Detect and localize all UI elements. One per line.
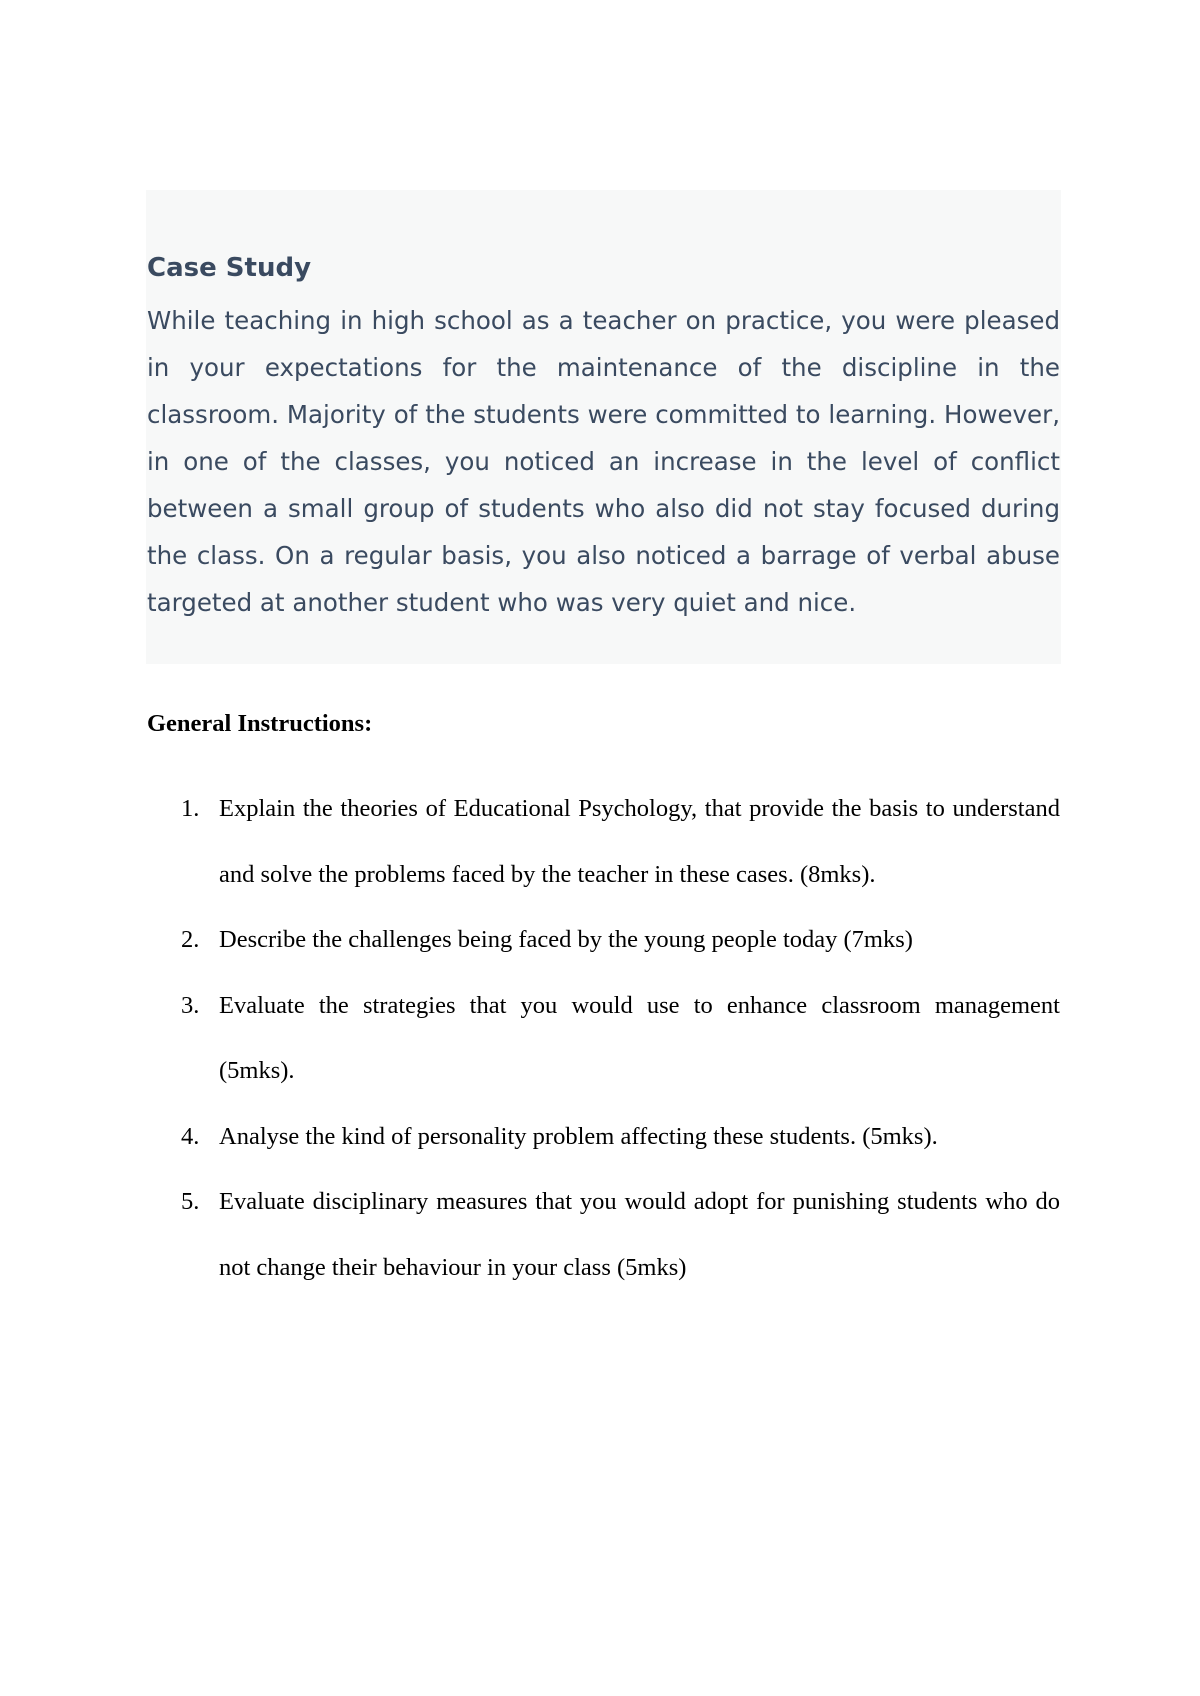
question-number: 5.: [181, 1188, 200, 1215]
question-text: Evaluate disciplinary measures that you would adopt for punishing students who do not change their behaviour in your class (5mks): [219, 1188, 1060, 1281]
question-text: Evaluate the strategies that you would use to enhance classroom management (5mks).: [219, 991, 1060, 1084]
question-item: [147, 907, 1060, 973]
question-text: Explain the theories of Educational Psychology, that provide the basis to understand and solve the problems faced by the teacher in these cases. (8mks).: [219, 795, 1060, 888]
question-item: [147, 776, 1060, 907]
question-item: [147, 1169, 1060, 1300]
case-study-text: While teaching in high school as a teacher on practice, you were pleased in your expectations for the maintenance of the discipline in the classroom. Majority of the students were committed to learning. However, in one of the classes, you noticed an increase in the level of conflict between a small group of students who also did not stay focused during the class. On a regular basis, you also noticed a barrage of verbal abuse targeted at another student who was very quiet and nice.: [147, 306, 1060, 617]
question-item: [147, 973, 1060, 1104]
question-number: 2.: [181, 926, 200, 953]
question-number: 3.: [181, 991, 200, 1019]
question-number: 4.: [181, 1122, 200, 1150]
question-text: Describe the challenges being faced by the young people today (7mks): [219, 926, 913, 953]
case-study-title: Case Study: [147, 253, 312, 283]
question-number: 1.: [181, 795, 200, 822]
question-text: Analyse the kind of personality problem affecting these students. (5mks).: [219, 1122, 938, 1150]
general-instructions-heading: General Instructions:: [147, 710, 373, 737]
questions-list: [147, 776, 1060, 1300]
question-item: [147, 1104, 1060, 1170]
